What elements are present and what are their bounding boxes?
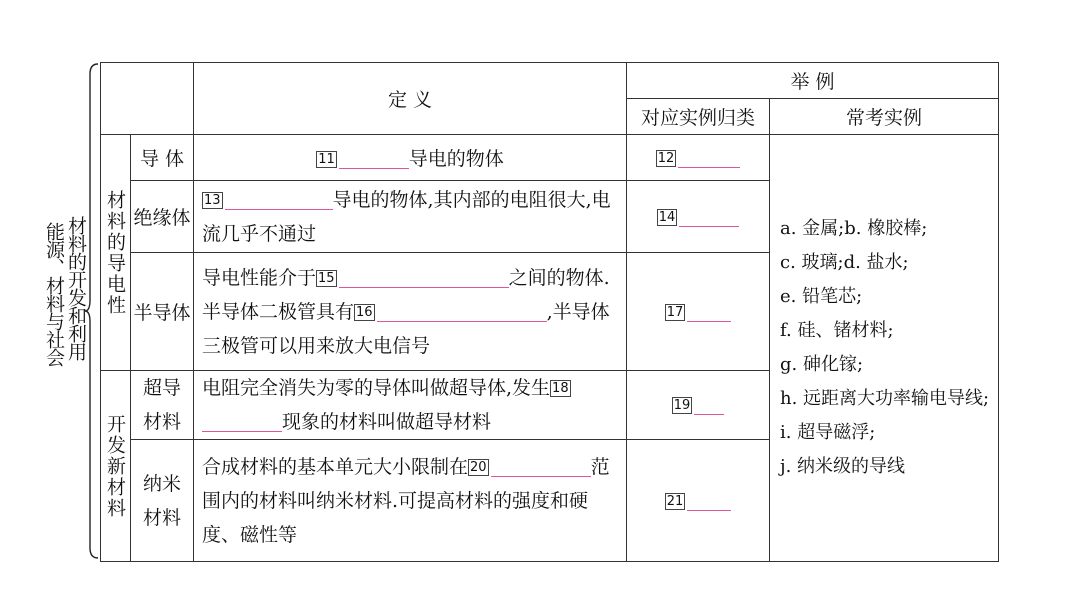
answer-blank[interactable] <box>377 301 547 322</box>
question-number: 19 <box>673 398 691 413</box>
question-number: 11 <box>318 152 335 167</box>
example-item: e. 铅笔芯; <box>780 286 863 307</box>
def-text: 合成材料的基本单元大小限制在 <box>202 455 469 478</box>
row-nano-def <box>194 440 627 562</box>
def-text: 之间的物体.半导体二极管具有 <box>202 266 610 323</box>
inner-side-label: 材料的开发和利用 <box>65 216 87 360</box>
row-insulator-def <box>194 181 627 253</box>
common-examples-cell <box>770 135 999 562</box>
example-item: g. 砷化镓; <box>780 354 864 375</box>
group-new-materials-label: 开发新材料 <box>104 413 126 519</box>
row-insulator-name: 绝缘体 <box>131 181 194 253</box>
row-semiconductor-name: 半导体 <box>131 253 194 371</box>
example-item: f. 硅、锗材料; <box>780 320 894 341</box>
row-superconductor-def <box>194 371 627 440</box>
group-new-materials <box>101 371 131 562</box>
answer-blank[interactable] <box>339 267 509 288</box>
group-conductivity <box>101 135 131 371</box>
materials-table <box>100 62 999 562</box>
question-number: 20 <box>470 459 487 475</box>
answer-blank[interactable] <box>202 411 282 432</box>
question-number: 21 <box>666 493 684 509</box>
example-item: i. 超导磁浮; <box>780 422 876 443</box>
row-semiconductor-def <box>194 253 627 371</box>
header-common: 常考实例 <box>770 99 999 135</box>
header-examples: 举 例 <box>627 63 999 99</box>
example-item: a. 金属;b. 橡胶棒; <box>780 218 928 239</box>
answer-blank[interactable] <box>491 456 591 477</box>
answer-blank[interactable] <box>687 490 731 511</box>
row-superconductor-answer <box>627 371 770 440</box>
row-nano-name: 纳米材料 <box>131 440 194 562</box>
question-number: 12 <box>657 150 675 166</box>
def-text: 导电性能介于 <box>202 266 317 289</box>
def-text: 现象的材料叫做超导材料 <box>282 411 492 433</box>
question-number: 18 <box>552 381 569 396</box>
row-insulator-answer <box>627 181 770 253</box>
question-number: 15 <box>318 270 335 286</box>
answer-blank[interactable] <box>687 301 731 322</box>
row-superconductor-name: 超导材料 <box>131 371 194 440</box>
row-nano-answer <box>627 440 770 562</box>
row-conductor-answer <box>627 135 770 181</box>
question-number: 17 <box>666 304 684 320</box>
header-empty-cell <box>101 63 194 135</box>
header-category: 对应实例归类 <box>627 99 770 135</box>
answer-blank[interactable] <box>339 148 409 169</box>
answer-blank[interactable] <box>694 394 724 415</box>
def-text: 导电的物体,其内部的电阻很大,电流几乎不通过 <box>202 188 611 245</box>
row-conductor-name: 导 体 <box>131 135 194 181</box>
def-text: 范围内的材料叫纳米材料.可提高材料的强度和硬度、磁性等 <box>202 455 610 546</box>
question-number: 16 <box>356 304 373 320</box>
question-number: 14 <box>658 209 676 225</box>
row-semiconductor-answer <box>627 253 770 371</box>
answer-blank[interactable] <box>679 206 739 227</box>
outer-side-label: 能源、材料与社会 <box>43 222 65 366</box>
example-item: h. 远距离大功率输电导线; <box>780 388 990 409</box>
question-number: 13 <box>204 192 221 208</box>
answer-blank[interactable] <box>225 189 333 210</box>
example-item: j. 纳米级的导线 <box>780 456 906 477</box>
answer-blank[interactable] <box>678 147 740 168</box>
header-definition: 定 义 <box>194 63 627 135</box>
group-conductivity-label: 材料的导电性 <box>104 189 126 316</box>
def-text: 导电的物体 <box>408 148 504 170</box>
def-text: 电阻完全消失为零的导体叫做超导体,发生 <box>202 377 551 399</box>
row-conductor-def <box>194 135 627 181</box>
left-brace-icon <box>84 62 100 560</box>
example-item: c. 玻璃;d. 盐水; <box>780 252 909 273</box>
def-text: ,半导体三极管可以用来放大电信号 <box>202 300 610 357</box>
